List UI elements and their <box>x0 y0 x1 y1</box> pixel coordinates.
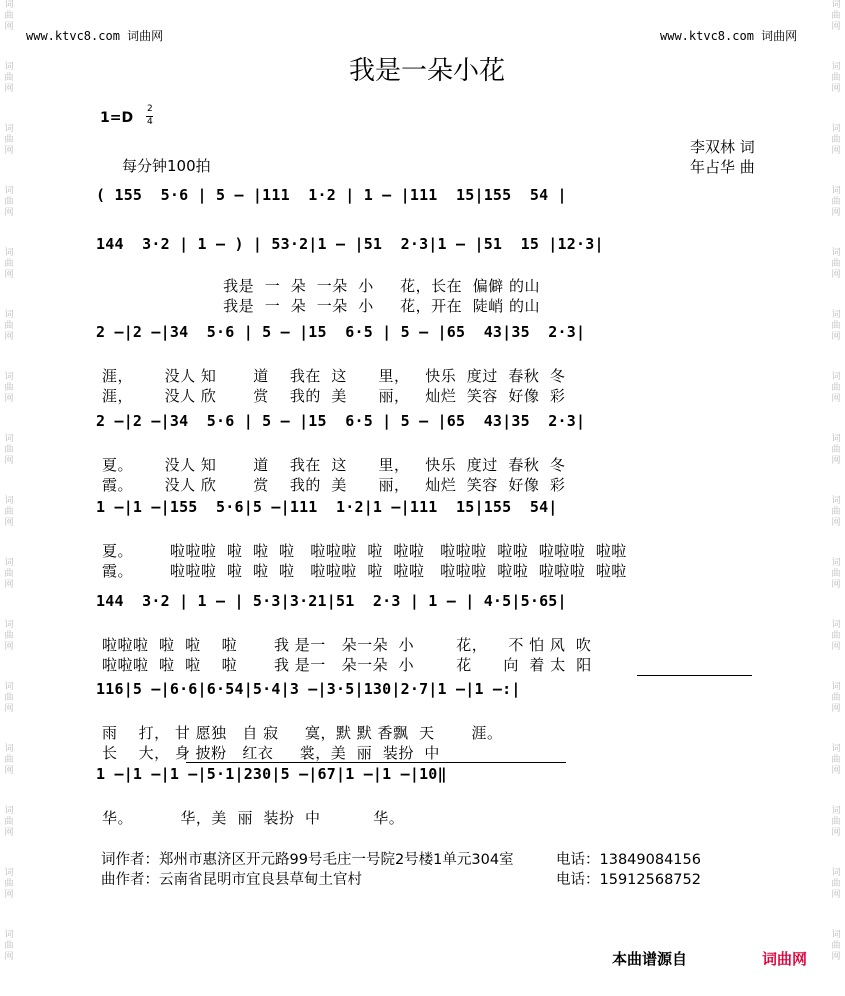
watermark-glyph: 词 曲 网 <box>831 186 841 218</box>
notes-row: 1 —|1 —|155 5·6|5 —|111 1·2|1 —|111 15|155 54| <box>96 498 558 516</box>
notes-row: 2 —|2 —|34 5·6 | 5 — |15 6·5 | 5 — |65 43|35 2·3| <box>96 323 586 341</box>
watermark-left <box>2 0 16 996</box>
watermark-glyph: 词 曲 网 <box>831 558 841 590</box>
notes-row: 144 3·2 | 1 — ) | 53·2|1 — |51 2·3|1 — |51 15 |12·3| <box>96 235 604 253</box>
watermark-glyph: 词 曲 网 <box>831 248 841 280</box>
lyric-verse-2: 涯， 没人 欣 赏 我的 美 丽， 灿烂 笑容 好像 彩 <box>102 387 566 405</box>
score-line <box>96 592 766 626</box>
watermark-glyph: 词 曲 网 <box>4 62 14 94</box>
lyric-verse-2: 长 大， 身 披粉 红衣 裳，美 丽 装扮 中 <box>102 744 440 762</box>
lyricist-phone: 电话：13849084156 <box>556 852 701 868</box>
time-signature-bottom: 4 <box>147 117 153 127</box>
volta-bracket-1 <box>637 675 752 676</box>
lyricist-info <box>101 848 514 869</box>
score-line <box>96 186 766 220</box>
score-line <box>96 680 766 714</box>
watermark-glyph: 词 曲 网 <box>4 124 14 156</box>
watermark-glyph: 词 曲 网 <box>831 0 841 32</box>
tempo-marking: 每分钟100拍 <box>122 157 211 175</box>
key-signature: 1=D <box>100 110 134 126</box>
watermark-glyph: 词 曲 网 <box>831 310 841 342</box>
lyric-verse-1: 华。 华，美 丽 装扮 中 华。 <box>102 809 405 827</box>
watermark-glyph: 词 曲 网 <box>831 496 841 528</box>
score-line <box>96 498 766 532</box>
score-line <box>96 765 766 799</box>
watermark-glyph: 词 曲 网 <box>831 372 841 404</box>
watermark-glyph: 词 曲 网 <box>831 682 841 714</box>
source-site-link[interactable]: 词曲网 <box>762 950 808 968</box>
lyricist-address: 郑州市惠济区开元路99号毛庄一号院2号楼1单元304室 <box>159 852 514 868</box>
watermark-glyph: 词 曲 网 <box>831 62 841 94</box>
watermark-glyph: 词 曲 网 <box>4 372 14 404</box>
watermark-glyph: 词 曲 网 <box>4 558 14 590</box>
watermark-glyph: 词 曲 网 <box>4 868 14 900</box>
lyric-verse-2: 霞。 啦啦啦 啦 啦 啦 啦啦啦 啦 啦啦 啦啦啦 啦啦 啦啦啦 啦啦 <box>102 562 627 580</box>
watermark-glyph: 词 曲 网 <box>831 124 841 156</box>
watermark-glyph: 词 曲 网 <box>4 0 14 32</box>
site-link-left[interactable]: www.ktvc8.com 词曲网 <box>26 29 164 43</box>
lyric-verse-1: 我是 一 朵 一朵 小 花，长在 偏僻 的山 <box>102 277 540 295</box>
watermark-glyph: 词 曲 网 <box>4 186 14 218</box>
composer-info <box>101 868 362 889</box>
watermark-glyph: 词 曲 网 <box>4 248 14 280</box>
watermark-glyph: 词 曲 网 <box>4 806 14 838</box>
watermark-glyph: 词 曲 网 <box>831 806 841 838</box>
lyric-verse-1: 夏。 啦啦啦 啦 啦 啦 啦啦啦 啦 啦啦 啦啦啦 啦啦 啦啦啦 啦啦 <box>102 542 627 560</box>
watermark-glyph: 词 曲 网 <box>4 930 14 962</box>
watermark-glyph: 词 曲 网 <box>4 682 14 714</box>
composer-phone: 电话：15912568752 <box>556 872 701 888</box>
site-link-right[interactable]: www.ktvc8.com 词曲网 <box>660 29 798 43</box>
lyricist-credit: 李双林 词 <box>690 138 755 156</box>
time-signature-top: 2 <box>147 104 153 114</box>
watermark-glyph: 词 曲 网 <box>831 434 841 466</box>
watermark-glyph: 词 曲 网 <box>831 930 841 962</box>
score-line <box>96 412 766 446</box>
lyric-verse-1: 夏。 没人 知 道 我在 这 里， 快乐 度过 春秋 冬 <box>102 456 566 474</box>
watermark-glyph: 词 曲 网 <box>831 868 841 900</box>
watermark-glyph: 词 曲 网 <box>4 744 14 776</box>
notes-row: 2 —|2 —|34 5·6 | 5 — |15 6·5 | 5 — |65 43|35 2·3| <box>96 412 586 430</box>
notes-row: ( 155 5·6 | 5 — |111 1·2 | 1 — |111 15|155 54 | <box>96 186 567 204</box>
lyric-verse-1: 涯， 没人 知 道 我在 这 里， 快乐 度过 春秋 冬 <box>102 367 566 385</box>
lyric-verse-1: 雨 打， 甘 愿独 自 寂 寞，默 默 香飘 天 涯。 <box>102 724 503 742</box>
watermark-glyph: 词 曲 网 <box>4 620 14 652</box>
volta-bracket-2 <box>186 762 566 763</box>
lyric-verse-2: 啦啦啦 啦 啦 啦 我 是一 朵一朵 小 花 向 着 太 阳 <box>102 656 592 674</box>
song-title: 我是一朵小花 <box>349 56 506 86</box>
notes-row: 144 3·2 | 1 — | 5·3|3·21|51 2·3 | 1 — | 4·5|5·65| <box>96 592 567 610</box>
lyricist-info-label: 词作者： <box>101 852 159 868</box>
watermark-right <box>829 0 843 996</box>
lyric-verse-1: 啦啦啦 啦 啦 啦 我 是一 朵一朵 小 花， 不 怕 风 吹 <box>102 636 592 654</box>
watermark-glyph: 词 曲 网 <box>4 310 14 342</box>
watermark-glyph: 词 曲 网 <box>4 496 14 528</box>
source-label: 本曲谱源自 <box>612 950 688 968</box>
notes-row: 116|5 —|6·6|6·54|5·4|3 —|3·5|130|2·7|1 —|1 —:| <box>96 680 521 698</box>
composer-credit: 年占华 曲 <box>690 158 755 176</box>
composer-address: 云南省昆明市宜良县草甸土官村 <box>159 872 362 888</box>
watermark-glyph: 词 曲 网 <box>831 620 841 652</box>
composer-info-label: 曲作者： <box>101 872 159 888</box>
score-line <box>96 235 766 269</box>
watermark-glyph: 词 曲 网 <box>4 434 14 466</box>
lyric-verse-2: 霞。 没人 欣 赏 我的 美 丽， 灿烂 笑容 好像 彩 <box>102 476 566 494</box>
notes-row: 1 —|1 —|1 —|5·1|230|5 —|67|1 —|1 —|10‖ <box>96 765 447 783</box>
watermark-glyph: 词 曲 网 <box>831 744 841 776</box>
score-line <box>96 323 766 357</box>
lyric-verse-2: 我是 一 朵 一朵 小 花，开在 陡峭 的山 <box>102 297 540 315</box>
